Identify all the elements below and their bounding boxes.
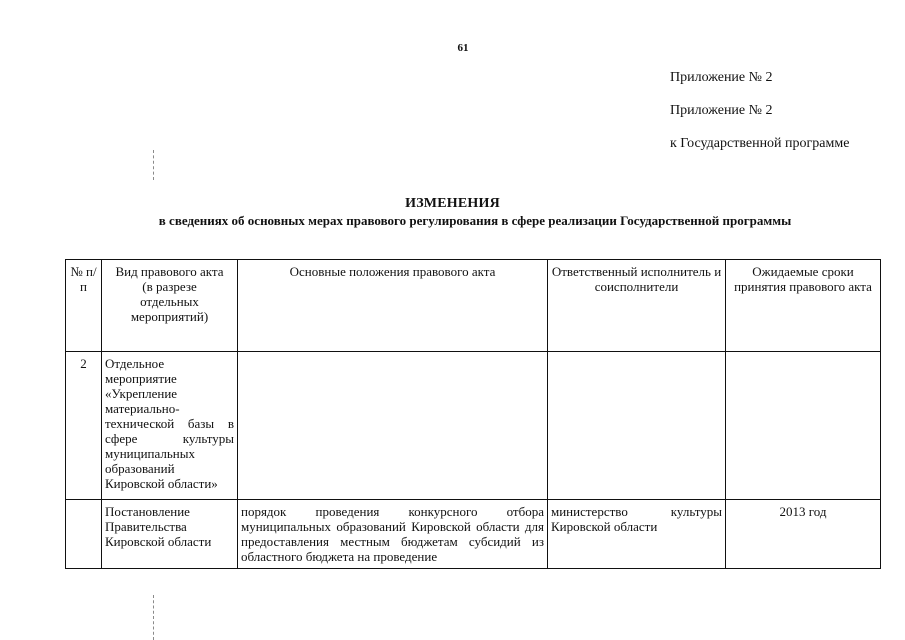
row-responsible: министерство культуры Кировской области (548, 500, 726, 569)
row-main-provisions: порядок проведения конкурсного отбора муниципальных образований Кировской области для предоставления местным бюджетам субсидий из областного бюджета на проведение (238, 500, 548, 569)
header-expected-dates: Ожидаемые сроки принятия правового акта (726, 260, 881, 352)
page-number: 61 (457, 42, 469, 54)
scan-artifact-line (153, 595, 154, 640)
row-number (66, 500, 102, 569)
header-act-kind (102, 260, 238, 352)
document-subtitle: в сведениях об основных мерах правового регулирования в сфере реализации Государственной программы (158, 213, 792, 228)
appendix-line-2: Приложение № 2 (670, 103, 773, 118)
row-number: 2 (66, 352, 102, 500)
row-expected-dates (726, 352, 881, 500)
scan-artifact-line (153, 150, 154, 180)
header-act-kind-line: (в разрезе (142, 279, 197, 294)
header-act-kind-line: Вид правового акта (115, 264, 224, 279)
table-header-row (66, 260, 881, 352)
appendix-line-3: к Государственной программе (670, 136, 850, 151)
appendix-line-1: Приложение № 2 (670, 70, 773, 85)
header-main-provisions: Основные положения правового акта (238, 260, 548, 352)
changes-table (65, 259, 881, 569)
table-row (66, 500, 881, 569)
row-responsible (548, 352, 726, 500)
header-number: № п/п (66, 260, 102, 352)
document-title: ИЗМЕНЕНИЯ (405, 196, 500, 211)
row-act-kind: Отдельное мероприятие «Укрепление материально-технической базы в сфере культуры муниципальных образований Кировской области» (102, 352, 238, 500)
table-row (66, 352, 881, 500)
header-act-kind-line: отдельных (140, 294, 199, 309)
row-expected-dates: 2013 год (726, 500, 881, 569)
row-main-provisions (238, 352, 548, 500)
header-act-kind-line: мероприятий) (130, 309, 209, 324)
header-responsible: Ответственный исполнитель и соисполнители (548, 260, 726, 352)
row-act-kind: Постановление Правительства Кировской области (102, 500, 238, 569)
